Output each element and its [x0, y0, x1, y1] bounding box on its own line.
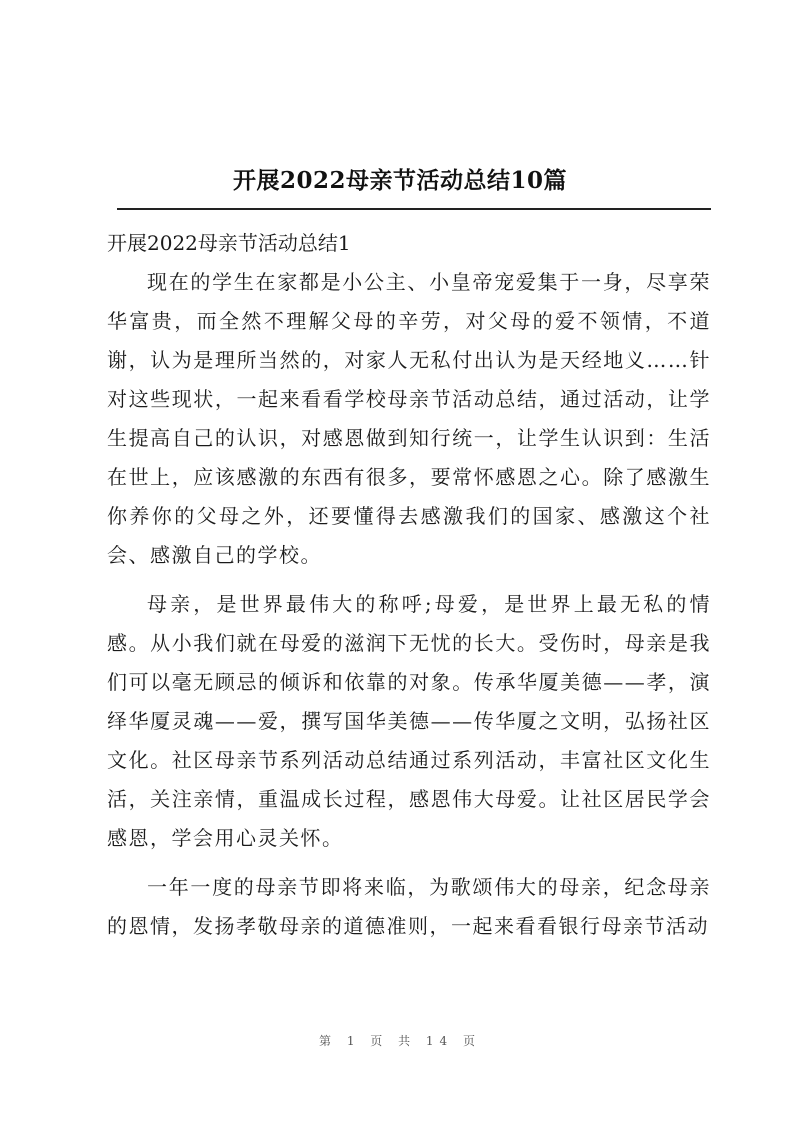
- paragraph-2: 母亲，是世界最伟大的称呼;母爱，是世界上最无私的情感。从小我们就在母爱的滋润下无忧的长大。受伤时，母亲是我们可以毫无顾忌的倾诉和依靠的对象。传承华厦美德——孝，演绎华厦灵魂——爱，撰写国华美德——传华厦之文明，弘扬社区文化。社区母亲节系列活动总结通过系列活动，丰富社区文化生活，关注亲情，重温成长过程，感恩伟大母爱。让社区居民学会感恩，学会用心灵关怀。: [107, 592, 711, 850]
- paragraph-3: 一年一度的母亲节即将来临，为歌颂伟大的母亲，纪念母亲的恩情，发扬孝敬母亲的道德准则，一起来看看银行母亲节活动: [107, 875, 711, 938]
- paragraph-1: 现在的学生在家都是小公主、小皇帝宠爱集于一身，尽享荣华富贵，而全然不理解父母的辛劳，对父母的爱不领情，不道谢，认为是理所当然的，对家人无私付出认为是天经地义……针对这些现状，一起来看看学校母亲节活动总结，通过活动，让学生提高自己的认识，对感恩做到知行统一，让学生认识到：生活在世上，应该感激的东西有很多，要常怀感恩之心。除了感激生你养你的父母之外，还要懂得去感激我们的国家、感激这个社会、感激自己的学校。: [107, 270, 711, 567]
- section-heading: 开展2022母亲节活动总结1: [107, 231, 351, 255]
- document-body: [107, 224, 711, 956]
- page-number-footer: 第 1 页 共 14 页: [319, 1034, 481, 1048]
- document-title: 开展2022母亲节活动总结10篇: [232, 167, 568, 194]
- title-divider: [117, 208, 711, 210]
